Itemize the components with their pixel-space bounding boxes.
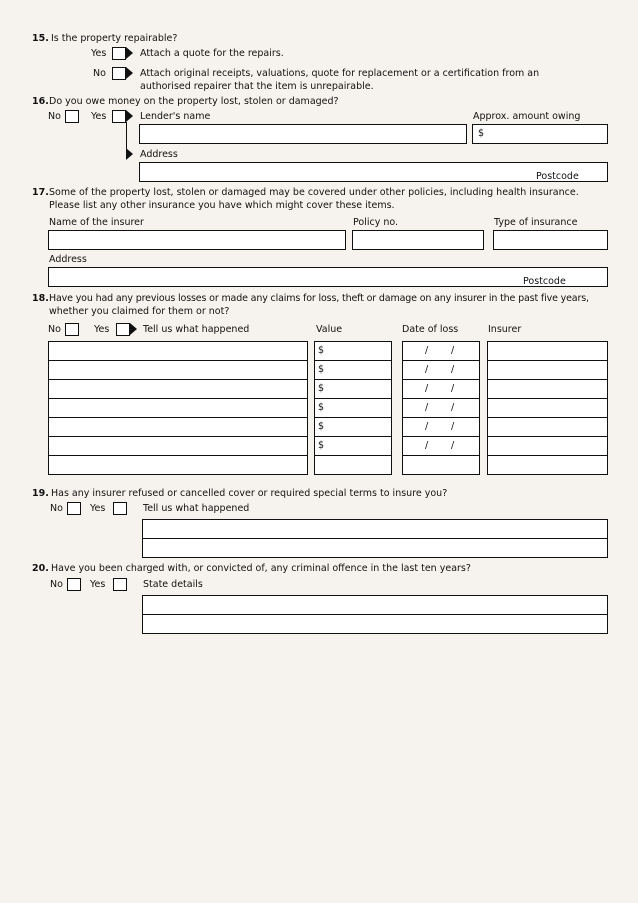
- q16-question: Do you owe money on the property lost, stolen or damaged?: [49, 96, 339, 107]
- q19-yes-label: Yes: [90, 503, 106, 514]
- q17-question-line1: Some of the property lost, stolen or damaged may be covered under other policies, including health insurance.: [49, 187, 579, 198]
- q18-desc-cell[interactable]: [48, 455, 308, 475]
- q18-question-line1: Have you had any previous losses or made any claims for loss, theft or damage on any insurer in the past five years,: [49, 293, 589, 304]
- arrow-right-icon: [130, 323, 137, 335]
- q17-type-field[interactable]: [493, 230, 608, 250]
- q18-insurer-label: Insurer: [488, 324, 522, 335]
- q18-value-cell[interactable]: [314, 417, 392, 437]
- q19-no-checkbox[interactable]: [67, 502, 81, 515]
- q16-no-checkbox[interactable]: [65, 110, 79, 123]
- postcode-label: Postcode: [536, 171, 579, 182]
- q17-insurer-label: Name of the insurer: [49, 217, 144, 228]
- q18-insurer-cell[interactable]: [487, 360, 608, 380]
- q18-desc-cell[interactable]: [48, 379, 308, 399]
- q19-number: 19.: [32, 488, 49, 499]
- q15-yes-checkbox[interactable]: [112, 47, 126, 60]
- q17-policy-label: Policy no.: [353, 217, 399, 228]
- q17-address-label: Address: [49, 254, 87, 265]
- q18-insurer-cell[interactable]: [487, 398, 608, 418]
- q18-insurer-cell[interactable]: [487, 436, 608, 456]
- q17-address-field[interactable]: [48, 267, 608, 287]
- q16-no-label: No: [48, 111, 61, 122]
- q18-insurer-cell[interactable]: [487, 341, 608, 361]
- q18-value-cell[interactable]: [314, 341, 392, 361]
- q18-insurer-cell[interactable]: [487, 417, 608, 437]
- q18-date-cell[interactable]: [402, 455, 480, 475]
- date-separator: /: [451, 345, 455, 356]
- q18-insurer-cell[interactable]: [487, 379, 608, 399]
- q17-number: 17.: [32, 187, 49, 198]
- q18-date-cell[interactable]: [402, 379, 480, 399]
- q18-no-label: No: [48, 324, 61, 335]
- q18-value-cell[interactable]: [314, 379, 392, 399]
- date-separator: /: [451, 364, 455, 375]
- q18-insurer-cell[interactable]: [487, 455, 608, 475]
- q18-value-cell[interactable]: [314, 398, 392, 418]
- date-separator: /: [425, 383, 429, 394]
- q16-address-field[interactable]: [139, 162, 608, 182]
- q20-question: Have you been charged with, or convicted of, any criminal offence in the last ten years?: [51, 563, 471, 574]
- q20-yes-checkbox[interactable]: [113, 578, 127, 591]
- q18-value-cell[interactable]: [314, 436, 392, 456]
- arrow-right-icon: [126, 110, 133, 122]
- date-separator: /: [425, 421, 429, 432]
- date-separator: /: [451, 402, 455, 413]
- q18-no-checkbox[interactable]: [65, 323, 79, 336]
- date-separator: /: [425, 440, 429, 451]
- currency-symbol: $: [318, 364, 325, 375]
- q18-desc-cell[interactable]: [48, 360, 308, 380]
- currency-symbol: $: [318, 345, 325, 356]
- q16-number: 16.: [32, 96, 49, 107]
- q17-question-line2: Please list any other insurance you have which might cover these items.: [49, 200, 395, 211]
- q18-date-cell[interactable]: [402, 398, 480, 418]
- q18-value-label: Value: [316, 324, 343, 335]
- q18-yes-label: Yes: [94, 324, 110, 335]
- q17-policy-field[interactable]: [352, 230, 484, 250]
- arrow-right-icon: [126, 47, 133, 59]
- q15-no-text-line1: Attach original receipts, valuations, quote for replacement or a certification from an: [140, 68, 540, 79]
- q15-no-label: No: [93, 68, 106, 79]
- date-separator: /: [451, 383, 455, 394]
- q18-date-label: Date of loss: [402, 324, 459, 335]
- postcode-label: Postcode: [523, 276, 566, 287]
- currency-symbol: $: [478, 128, 485, 139]
- q20-number: 20.: [32, 563, 49, 574]
- q16-yes-checkbox[interactable]: [112, 110, 126, 123]
- q18-value-cell[interactable]: [314, 360, 392, 380]
- q19-tell-label: Tell us what happened: [143, 503, 250, 514]
- arrow-right-icon: [126, 148, 133, 160]
- q20-no-checkbox[interactable]: [67, 578, 81, 591]
- q15-no-checkbox[interactable]: [112, 67, 126, 80]
- q16-lender-label: Lender's name: [140, 111, 211, 122]
- currency-symbol: $: [318, 440, 325, 451]
- q18-number: 18.: [32, 293, 49, 304]
- q19-question: Has any insurer refused or cancelled cover or required special terms to insure you?: [51, 488, 448, 499]
- q15-question: Is the property repairable?: [51, 33, 178, 44]
- q20-details-line-1[interactable]: [142, 595, 608, 615]
- q18-desc-cell[interactable]: [48, 417, 308, 437]
- q18-yes-checkbox[interactable]: [116, 323, 130, 336]
- q18-desc-cell[interactable]: [48, 436, 308, 456]
- q18-value-cell[interactable]: [314, 455, 392, 475]
- q15-yes-text: Attach a quote for the repairs.: [140, 48, 284, 59]
- currency-symbol: $: [318, 383, 325, 394]
- q19-no-label: No: [50, 503, 63, 514]
- currency-symbol: $: [318, 402, 325, 413]
- q19-details-line-1[interactable]: [142, 519, 608, 539]
- q16-amount-label: Approx. amount owing: [473, 111, 581, 122]
- q20-yes-label: Yes: [90, 579, 106, 590]
- q20-details-label: State details: [143, 579, 203, 590]
- q18-date-cell[interactable]: [402, 341, 480, 361]
- q18-date-cell[interactable]: [402, 360, 480, 380]
- date-separator: /: [451, 421, 455, 432]
- q18-desc-cell[interactable]: [48, 341, 308, 361]
- currency-symbol: $: [318, 421, 325, 432]
- q15-no-text-line2: authorised repairer that the item is unrepairable.: [140, 81, 374, 92]
- q18-desc-cell[interactable]: [48, 398, 308, 418]
- q17-insurer-field[interactable]: [48, 230, 346, 250]
- q16-yes-label: Yes: [91, 111, 107, 122]
- q19-yes-checkbox[interactable]: [113, 502, 127, 515]
- q18-date-cell[interactable]: [402, 436, 480, 456]
- date-separator: /: [425, 364, 429, 375]
- date-separator: /: [425, 402, 429, 413]
- q16-lender-field[interactable]: [139, 124, 467, 144]
- q15-yes-label: Yes: [91, 48, 107, 59]
- q18-tell-label: Tell us what happened: [143, 324, 250, 335]
- q18-question-line2: whether you claimed for them or not?: [49, 306, 230, 317]
- q16-amount-field[interactable]: [472, 124, 608, 144]
- q17-type-label: Type of insurance: [494, 217, 578, 228]
- q18-date-cell[interactable]: [402, 417, 480, 437]
- date-separator: /: [425, 345, 429, 356]
- q20-no-label: No: [50, 579, 63, 590]
- arrow-right-icon: [126, 67, 133, 79]
- q16-address-label: Address: [140, 149, 178, 160]
- q15-number: 15.: [32, 33, 49, 44]
- q19-details-line-2[interactable]: [142, 538, 608, 558]
- date-separator: /: [451, 440, 455, 451]
- q20-details-line-2[interactable]: [142, 614, 608, 634]
